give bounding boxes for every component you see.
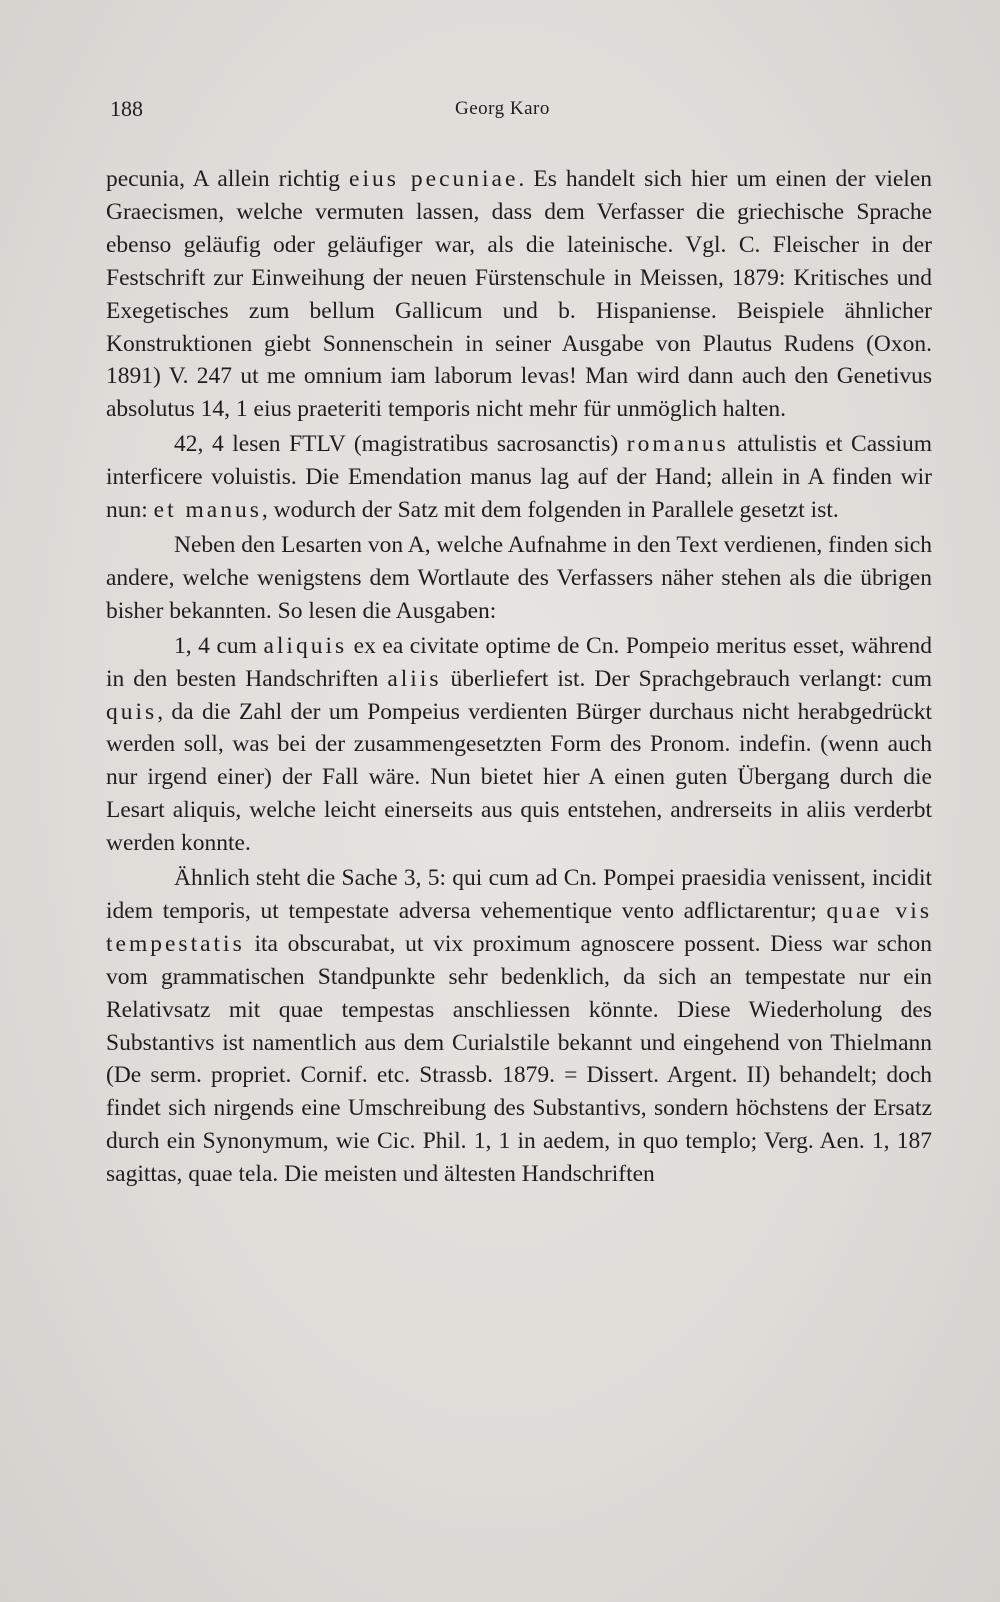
spaced-emphasis: quae vis tempestatis <box>106 897 932 957</box>
paragraph <box>106 428 932 527</box>
text-run: pecunia, A allein richtig <box>106 166 350 192</box>
text-run: ex ea civitate optime de Cn. Pompeio meritus esset, während in den besten Handschriften <box>106 632 932 692</box>
text-run: Neben den Lesarten von A, welche Aufnahme in den Text verdienen, finden sich andere, welche wenigstens dem Wortlaute des Verfassers näher stehen als die übrigen bisher bekannten. So lesen die Ausgaben: <box>106 531 932 624</box>
text-run: , da die Zahl der um Pompeius verdienten Bürger durchaus nicht herabgedrückt werden soll, was bei der zusammengesetzten Form des Pronom. indefin. (wenn auch nur irgend einer) der Fall wäre. Nun bietet hier A einen guten Übergang durch die Lesart aliquis, welche leicht einerseits aus quis entstehen, andrerseits in aliis verderbt werden konnte. <box>106 698 932 857</box>
body-text <box>106 163 932 1193</box>
paragraph <box>106 529 932 628</box>
paragraph <box>106 862 932 1191</box>
paragraph <box>106 163 932 426</box>
text-run: 1, 4 cum <box>174 632 264 659</box>
page-number: 188 <box>110 96 143 121</box>
spaced-emphasis: aliquis <box>263 632 348 659</box>
spaced-emphasis: eius pecuniae <box>349 166 519 192</box>
text-run: ita obscurabat, ut vix proximum agnoscere possent. Diess war schon vom grammatischen Standpunkte sehr bedenklich, da sich an tempestate nur ein Relativsatz mit quae tempestas anschliessen könnte. Diese Wiederholung des Substantivs ist namentlich aus dem Curialstile bekannt und eingehend von Thielmann (De serm. propriet. Cornif. etc. Strassb. 1879. = Dissert. Argent. II) behandelt; doch findet sich nirgends eine Umschreibung des Substantivs, sondern höchstens der Ersatz durch ein Synonymum, wie Cic. Phil. 1, 1 in aedem, in quo templo; Verg. Aen. 1, 187 sagittas, quae tela. Die meisten und ältesten Handschriften <box>106 930 932 1188</box>
spaced-emphasis: aliis <box>387 665 442 692</box>
spaced-emphasis: et manus <box>153 497 262 524</box>
page-header <box>110 96 920 130</box>
text-run: attulistis et Cassium interficere voluistis. Die Emendation manus lag auf der Hand; allein in A finden wir nun: <box>106 431 932 524</box>
running-head: Georg Karo <box>455 98 550 119</box>
spaced-emphasis: romanus <box>626 431 729 458</box>
spaced-emphasis: quis <box>106 698 158 725</box>
text-run: . Es handelt sich hier um einen der vielen Graecismen, welche vermuten lassen, dass dem Verfasser die griechische Sprache ebenso geläufig oder geläufiger war, als die lateinische. Vgl. C. Fleischer in der Festschrift zur Einweihung der neuen Fürstenschule in Meissen, 1879: Kritisches und Exegetisches zum bellum Gallicum und b. Hispaniense. Beispiele ähnlicher Konstruktionen giebt Sonnenschein in seiner Ausgabe von Plautus Rudens (Oxon. 1891) V. 247 ut me omnium iam laborum levas! Man wird dann auch den Genetivus absolutus 14, 1 eius praeteriti temporis nicht mehr für unmöglich halten. <box>106 166 932 423</box>
text-run: , wodurch der Satz mit dem folgenden in Parallele gesetzt ist. <box>261 497 839 524</box>
text-run: überliefert ist. Der Sprachgebrauch verlangt: cum <box>441 665 932 692</box>
text-run: 42, 4 lesen FTLV (magistratibus sacrosanctis) <box>174 431 627 458</box>
text-run: Ähnlich steht die Sache 3, 5: qui cum ad Cn. Pompei praesidia venissent, incidit idem temporis, ut tempestate adversa vehementique vento adflictarentur; <box>106 865 932 924</box>
paragraph <box>106 630 932 860</box>
